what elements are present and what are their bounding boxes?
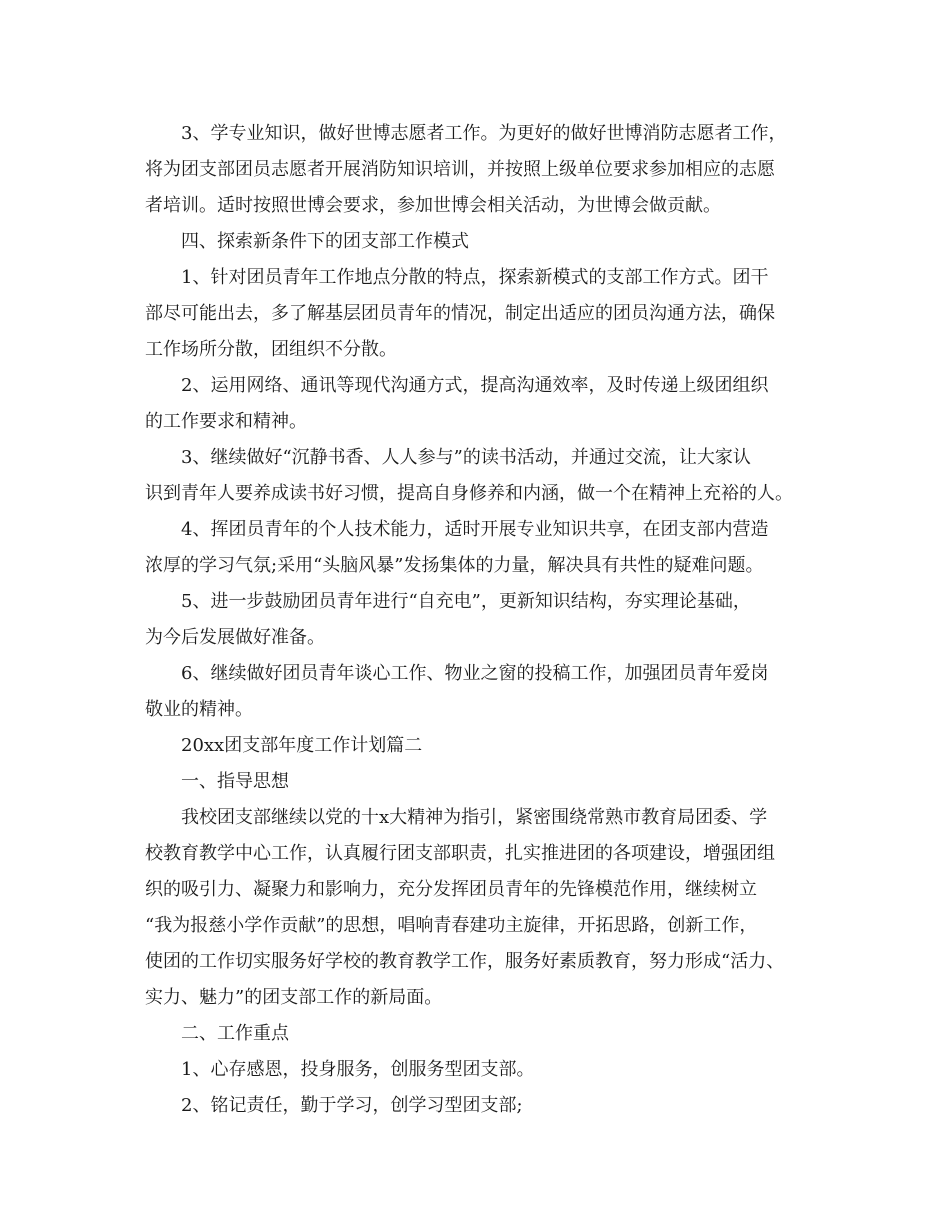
text-line: 2、运用网络、通讯等现代沟通方式，提高沟通效率，及时传递上级团组织 bbox=[181, 375, 769, 396]
text-line: 部尽可能出去，多了解基层团员青年的情况，制定出适应的团员沟通方法，确保 bbox=[145, 303, 775, 324]
text-line: 为今后发展做好准备。 bbox=[145, 627, 325, 648]
text-line: 使团的工作切实服务好学校的教育教学工作，服务好素质教育，努力形成“活力、 bbox=[145, 951, 785, 972]
text-line: 20xx团支部年度工作计划篇二 bbox=[181, 735, 423, 756]
document-body bbox=[145, 116, 845, 1124]
text-line: 识到青年人要养成读书好习惯，提高自身修养和内涵，做一个在精神上充裕的人。 bbox=[145, 483, 793, 504]
text-line: 将为团支部团员志愿者开展消防知识培训，并按照上级单位要求参加相应的志愿 bbox=[145, 159, 775, 180]
paragraph bbox=[145, 512, 845, 584]
text-line: 敬业的精神。 bbox=[145, 699, 253, 720]
text-line: 2、铭记责任，勤于学习，创学习型团支部; bbox=[181, 1095, 523, 1116]
paragraph bbox=[145, 260, 845, 368]
text-line: 二、工作重点 bbox=[181, 1023, 289, 1044]
paragraph bbox=[145, 584, 845, 656]
text-line: 者培训。适时按照世博会要求，参加世博会相关活动，为世博会做贡献。 bbox=[145, 195, 721, 216]
paragraph bbox=[145, 440, 845, 512]
text-line: 校教育教学中心工作，认真履行团支部职责，扎实推进团的各项建设，增强团组 bbox=[145, 843, 775, 864]
text-line: 浓厚的学习气氛;采用“头脑风暴”发扬集体的力量，解决具有共性的疑难问题。 bbox=[145, 555, 764, 576]
paragraph bbox=[145, 764, 845, 800]
paragraph bbox=[145, 116, 845, 224]
paragraph bbox=[145, 368, 845, 440]
text-line: 实力、魅力”的团支部工作的新局面。 bbox=[145, 987, 443, 1008]
paragraph bbox=[145, 224, 845, 260]
paragraph bbox=[145, 728, 845, 764]
text-line: 织的吸引力、凝聚力和影响力，充分发挥团员青年的先锋模范作用，继续树立 bbox=[145, 879, 757, 900]
paragraph bbox=[145, 656, 845, 728]
text-line: 的工作要求和精神。 bbox=[145, 411, 307, 432]
paragraph bbox=[145, 1016, 845, 1052]
text-line: 1、针对团员青年工作地点分散的特点，探索新模式的支部工作方式。团干 bbox=[181, 267, 769, 288]
text-line: 一、指导思想 bbox=[181, 771, 289, 792]
text-line: 4、挥团员青年的个人技术能力，适时开展专业知识共享，在团支部内营造 bbox=[181, 519, 769, 540]
text-line: 3、学专业知识，做好世博志愿者工作。为更好的做好世博消防志愿者工作， bbox=[181, 123, 787, 144]
text-line: 3、继续做好“沉静书香、人人参与”的读书活动，并通过交流，让大家认 bbox=[181, 447, 751, 468]
text-line: 1、心存感恩，投身服务，创服务型团支部。 bbox=[181, 1059, 535, 1080]
text-line: 工作场所分散，团组织不分散。 bbox=[145, 339, 397, 360]
text-line: “我为报慈小学作贡献”的思想，唱响青春建功主旋律，开拓思路，创新工作， bbox=[145, 915, 758, 936]
paragraph bbox=[145, 1052, 845, 1088]
text-line: 6、继续做好团员青年谈心工作、物业之窗的投稿工作，加强团员青年爱岗 bbox=[181, 663, 769, 684]
paragraph bbox=[145, 1088, 845, 1124]
text-line: 我校团支部继续以党的十x大精神为指引，紧密围绕常熟市教育局团委、学 bbox=[181, 807, 768, 828]
paragraph bbox=[145, 800, 845, 1016]
text-line: 5、进一步鼓励团员青年进行“自充电”，更新知识结构，夯实理论基础， bbox=[181, 591, 751, 612]
text-line: 四、探索新条件下的团支部工作模式 bbox=[181, 231, 469, 252]
